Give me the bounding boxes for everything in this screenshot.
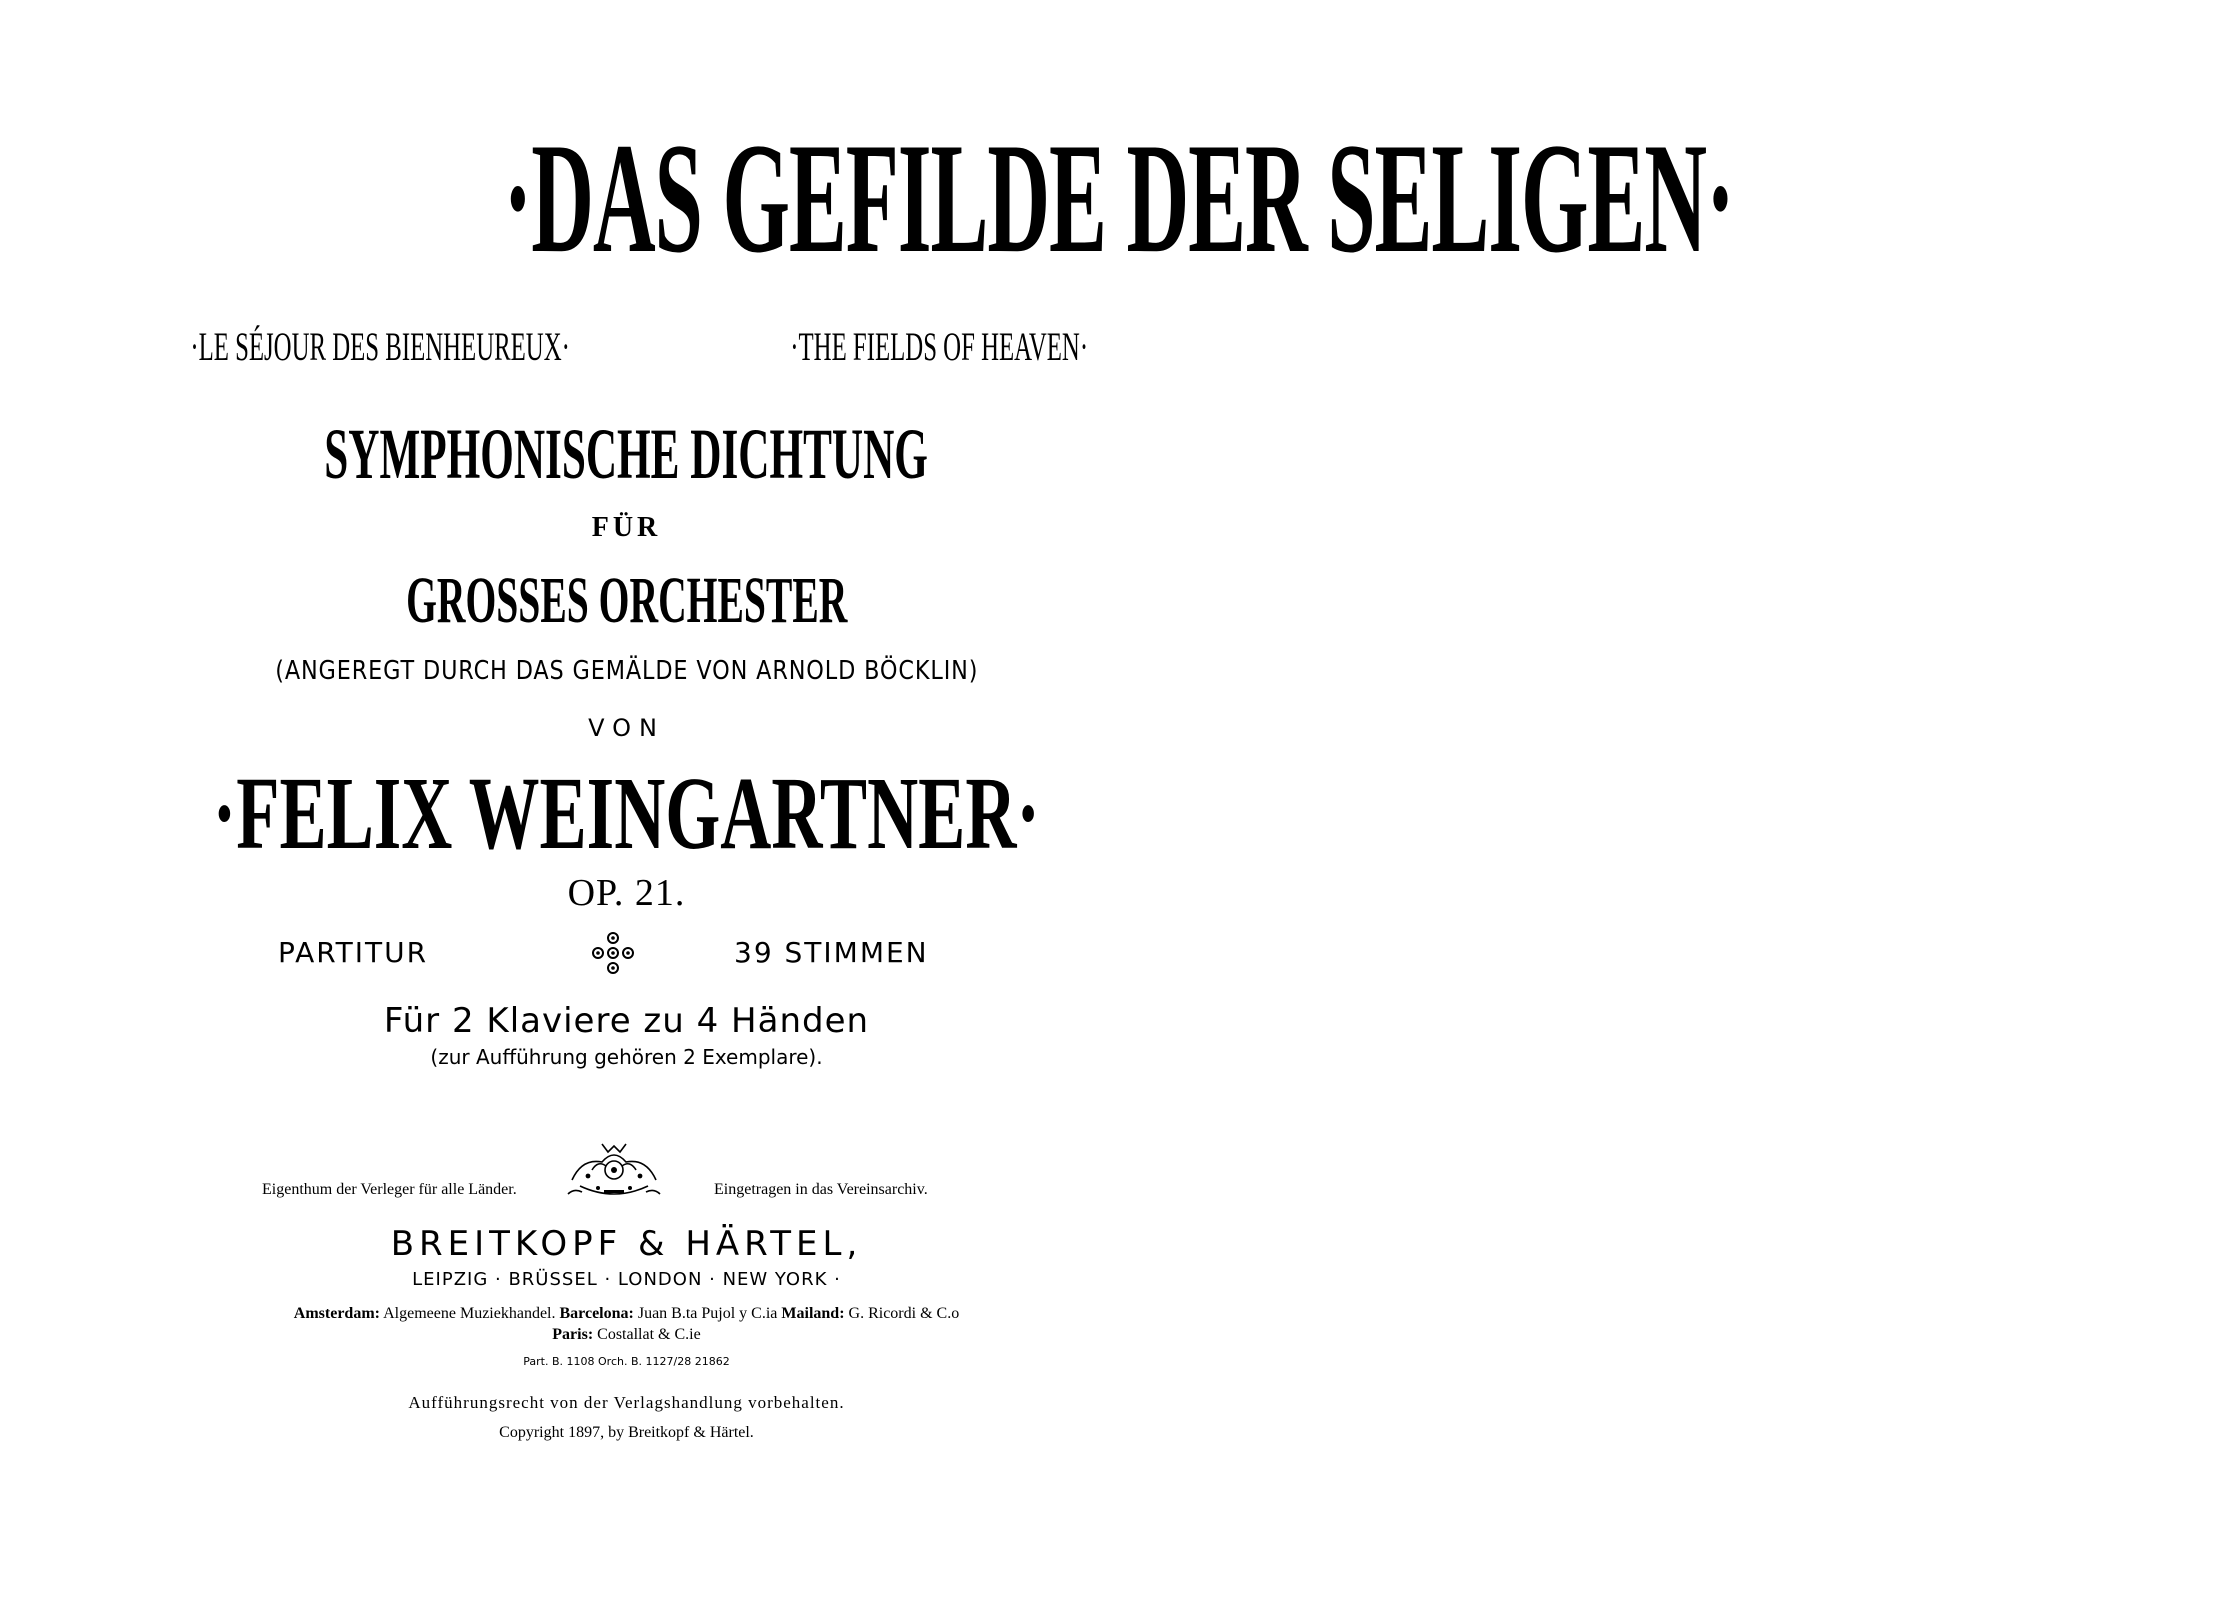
work-type: [0, 408, 1253, 499]
edition-piano: Für 2 Klaviere zu 4 Händen: [383, 1001, 870, 1041]
inspiration-note: [0, 648, 1253, 694]
edition-score: PARTITUR: [278, 936, 429, 969]
fuer-label: FÜR: [591, 512, 662, 543]
agent-paris-label: Paris:: [552, 1326, 594, 1343]
plate-numbers: Part. B. 1108 Orch. B. 1127/28 21862: [523, 1355, 730, 1368]
agent-paris: Costallat & C.ie: [597, 1326, 701, 1343]
agent-barcelona: Juan B.ta Pujol y C.ia: [637, 1305, 778, 1322]
rights-right: Eingetragen in das Vereinsarchiv.: [714, 1181, 928, 1198]
agent-amsterdam: Algemeene Muziekhandel.: [383, 1305, 556, 1322]
opus-number: OP. 21.: [567, 872, 686, 914]
agent-barcelona-label: Barcelona:: [559, 1305, 634, 1322]
inspiration-text: (ANGEREGT DURCH DAS GEMÄLDE VON ARNOLD BÖCKLIN): [274, 656, 979, 686]
composer-text: ·FELIX WEINGARTNER·: [212, 756, 1041, 871]
ensemble-text: GROSSES ORCHESTER: [405, 564, 848, 637]
rights-left: Eigenthum der Verleger für alle Länder.: [262, 1181, 517, 1198]
publisher-name: BREITKOPF & HÄRTEL,: [390, 1224, 863, 1264]
composer-name: [0, 752, 1253, 874]
agents-paris-line: [0, 1324, 1253, 1346]
main-title: [0, 111, 1734, 286]
publisher-emblem-icon: [562, 1140, 666, 1206]
subtitle-line: [0, 322, 1253, 372]
ensemble: [0, 560, 1253, 641]
edition-piano-note: (zur Aufführung gehören 2 Exemplare).: [430, 1045, 823, 1069]
work-type-text: SYMPHONISCHE DICHTUNG: [324, 414, 929, 494]
performance-rights: Aufführungsrecht von der Verlagshandlung vorbehalten.: [408, 1393, 845, 1412]
publisher-cities: LEIPZIG · BRÜSSEL · LONDON · NEW YORK ·: [412, 1269, 841, 1290]
von-label: VON: [588, 714, 665, 742]
main-title-text: ·DAS GEFILDE DER SELIGEN·: [503, 111, 1734, 286]
edition-parts: 39 STIMMEN: [734, 936, 929, 969]
subtitle-english: ·THE FIELDS OF HEAVEN·: [790, 324, 1088, 369]
agent-milan-label: Mailand:: [781, 1305, 845, 1322]
subtitle-french: ·LE SÉJOUR DES BIENHEUREUX·: [190, 324, 570, 369]
agent-amsterdam-label: Amsterdam:: [293, 1305, 380, 1322]
agents-line: [0, 1303, 1253, 1325]
cross-ornament-icon: [590, 930, 636, 976]
copyright-notice: Copyright 1897, by Breitkopf & Härtel.: [499, 1424, 754, 1441]
agent-milan: G. Ricordi & C.o: [848, 1305, 960, 1322]
